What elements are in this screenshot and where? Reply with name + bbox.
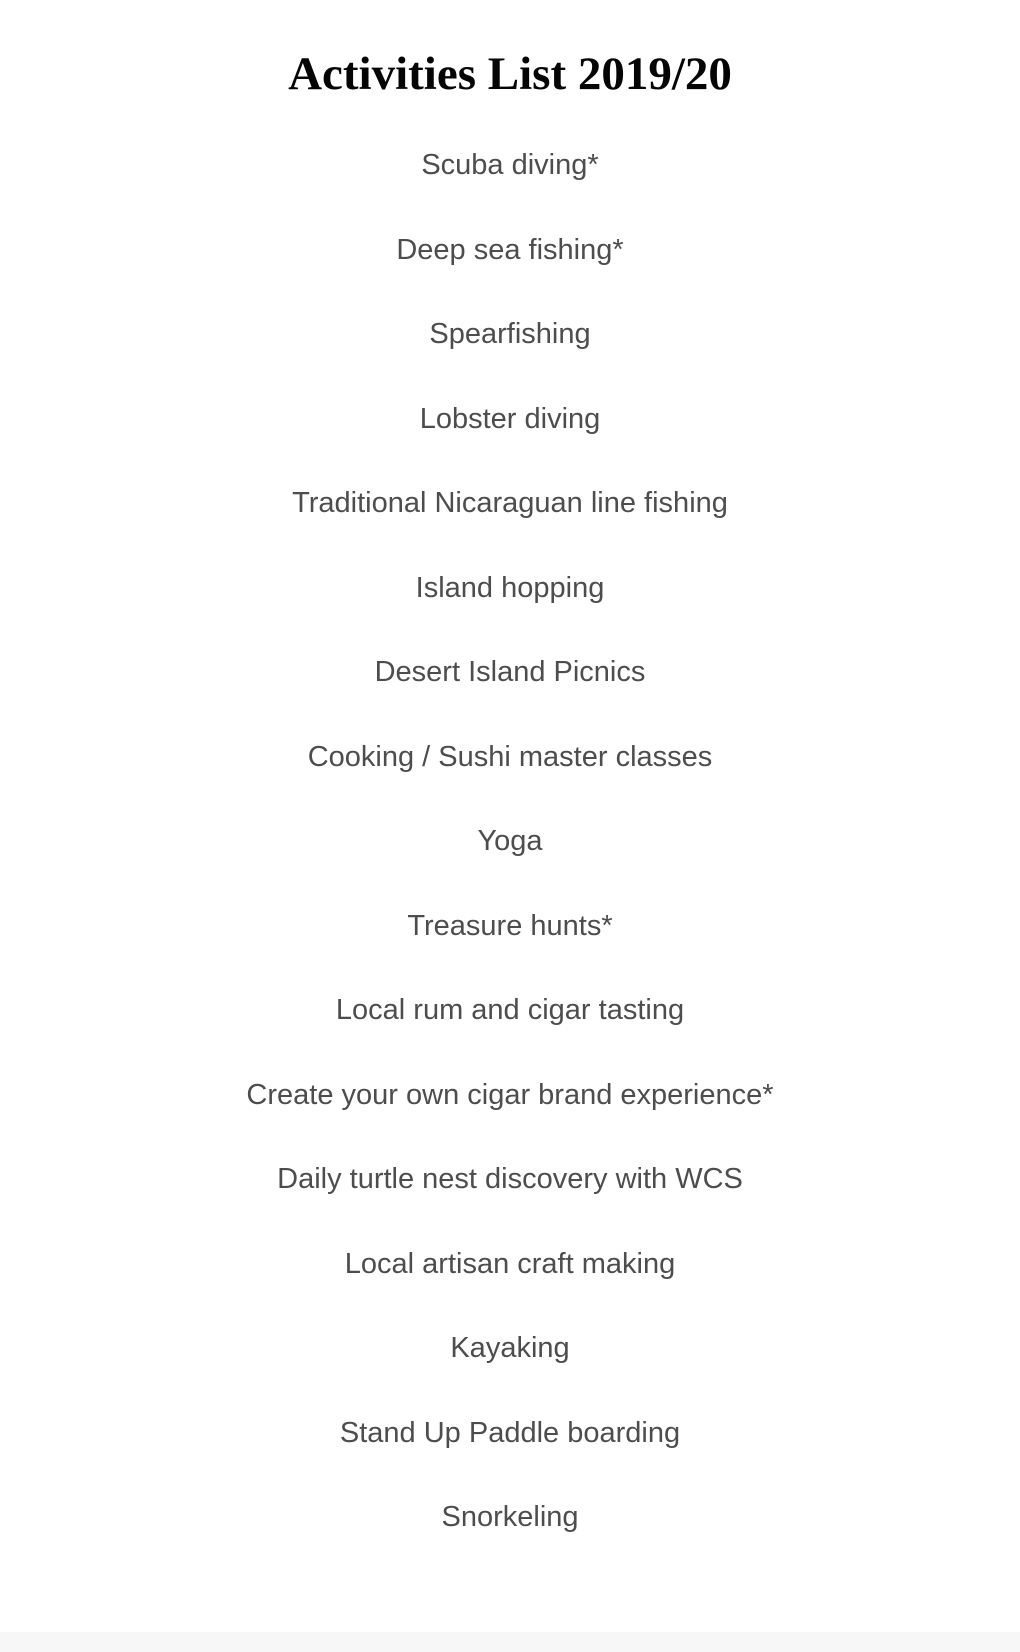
activity-item: Scuba diving* [421, 149, 599, 181]
activity-item: Create your own cigar brand experience* [246, 1078, 774, 1111]
activity-item: Kayaking [450, 1332, 570, 1364]
activities-list [0, 123, 1020, 1560]
footer-band [0, 1632, 1020, 1652]
activity-item: Local artisan craft making [344, 1247, 676, 1280]
activity-item: Spearfishing [429, 318, 591, 350]
activity-item: Desert Island Picnics [374, 656, 646, 688]
activity-item: Deep sea fishing* [396, 233, 624, 266]
activity-item: Traditional Nicaraguan line fishing [292, 487, 728, 519]
activity-item: Cooking / Sushi master classes [307, 740, 713, 773]
activity-item: Treasure hunts* [407, 909, 613, 942]
activity-item: Snorkeling [441, 1501, 579, 1533]
page-title: Activities List 2019/20 [288, 48, 732, 101]
activity-item: Yoga [477, 825, 543, 857]
activity-item: Daily turtle nest discovery with WCS [277, 1163, 743, 1195]
activity-item: Stand Up Paddle boarding [339, 1416, 681, 1449]
activity-item: Local rum and cigar tasting [335, 994, 685, 1026]
activity-item: Island hopping [415, 571, 605, 604]
activity-item: Lobster diving [419, 402, 601, 435]
